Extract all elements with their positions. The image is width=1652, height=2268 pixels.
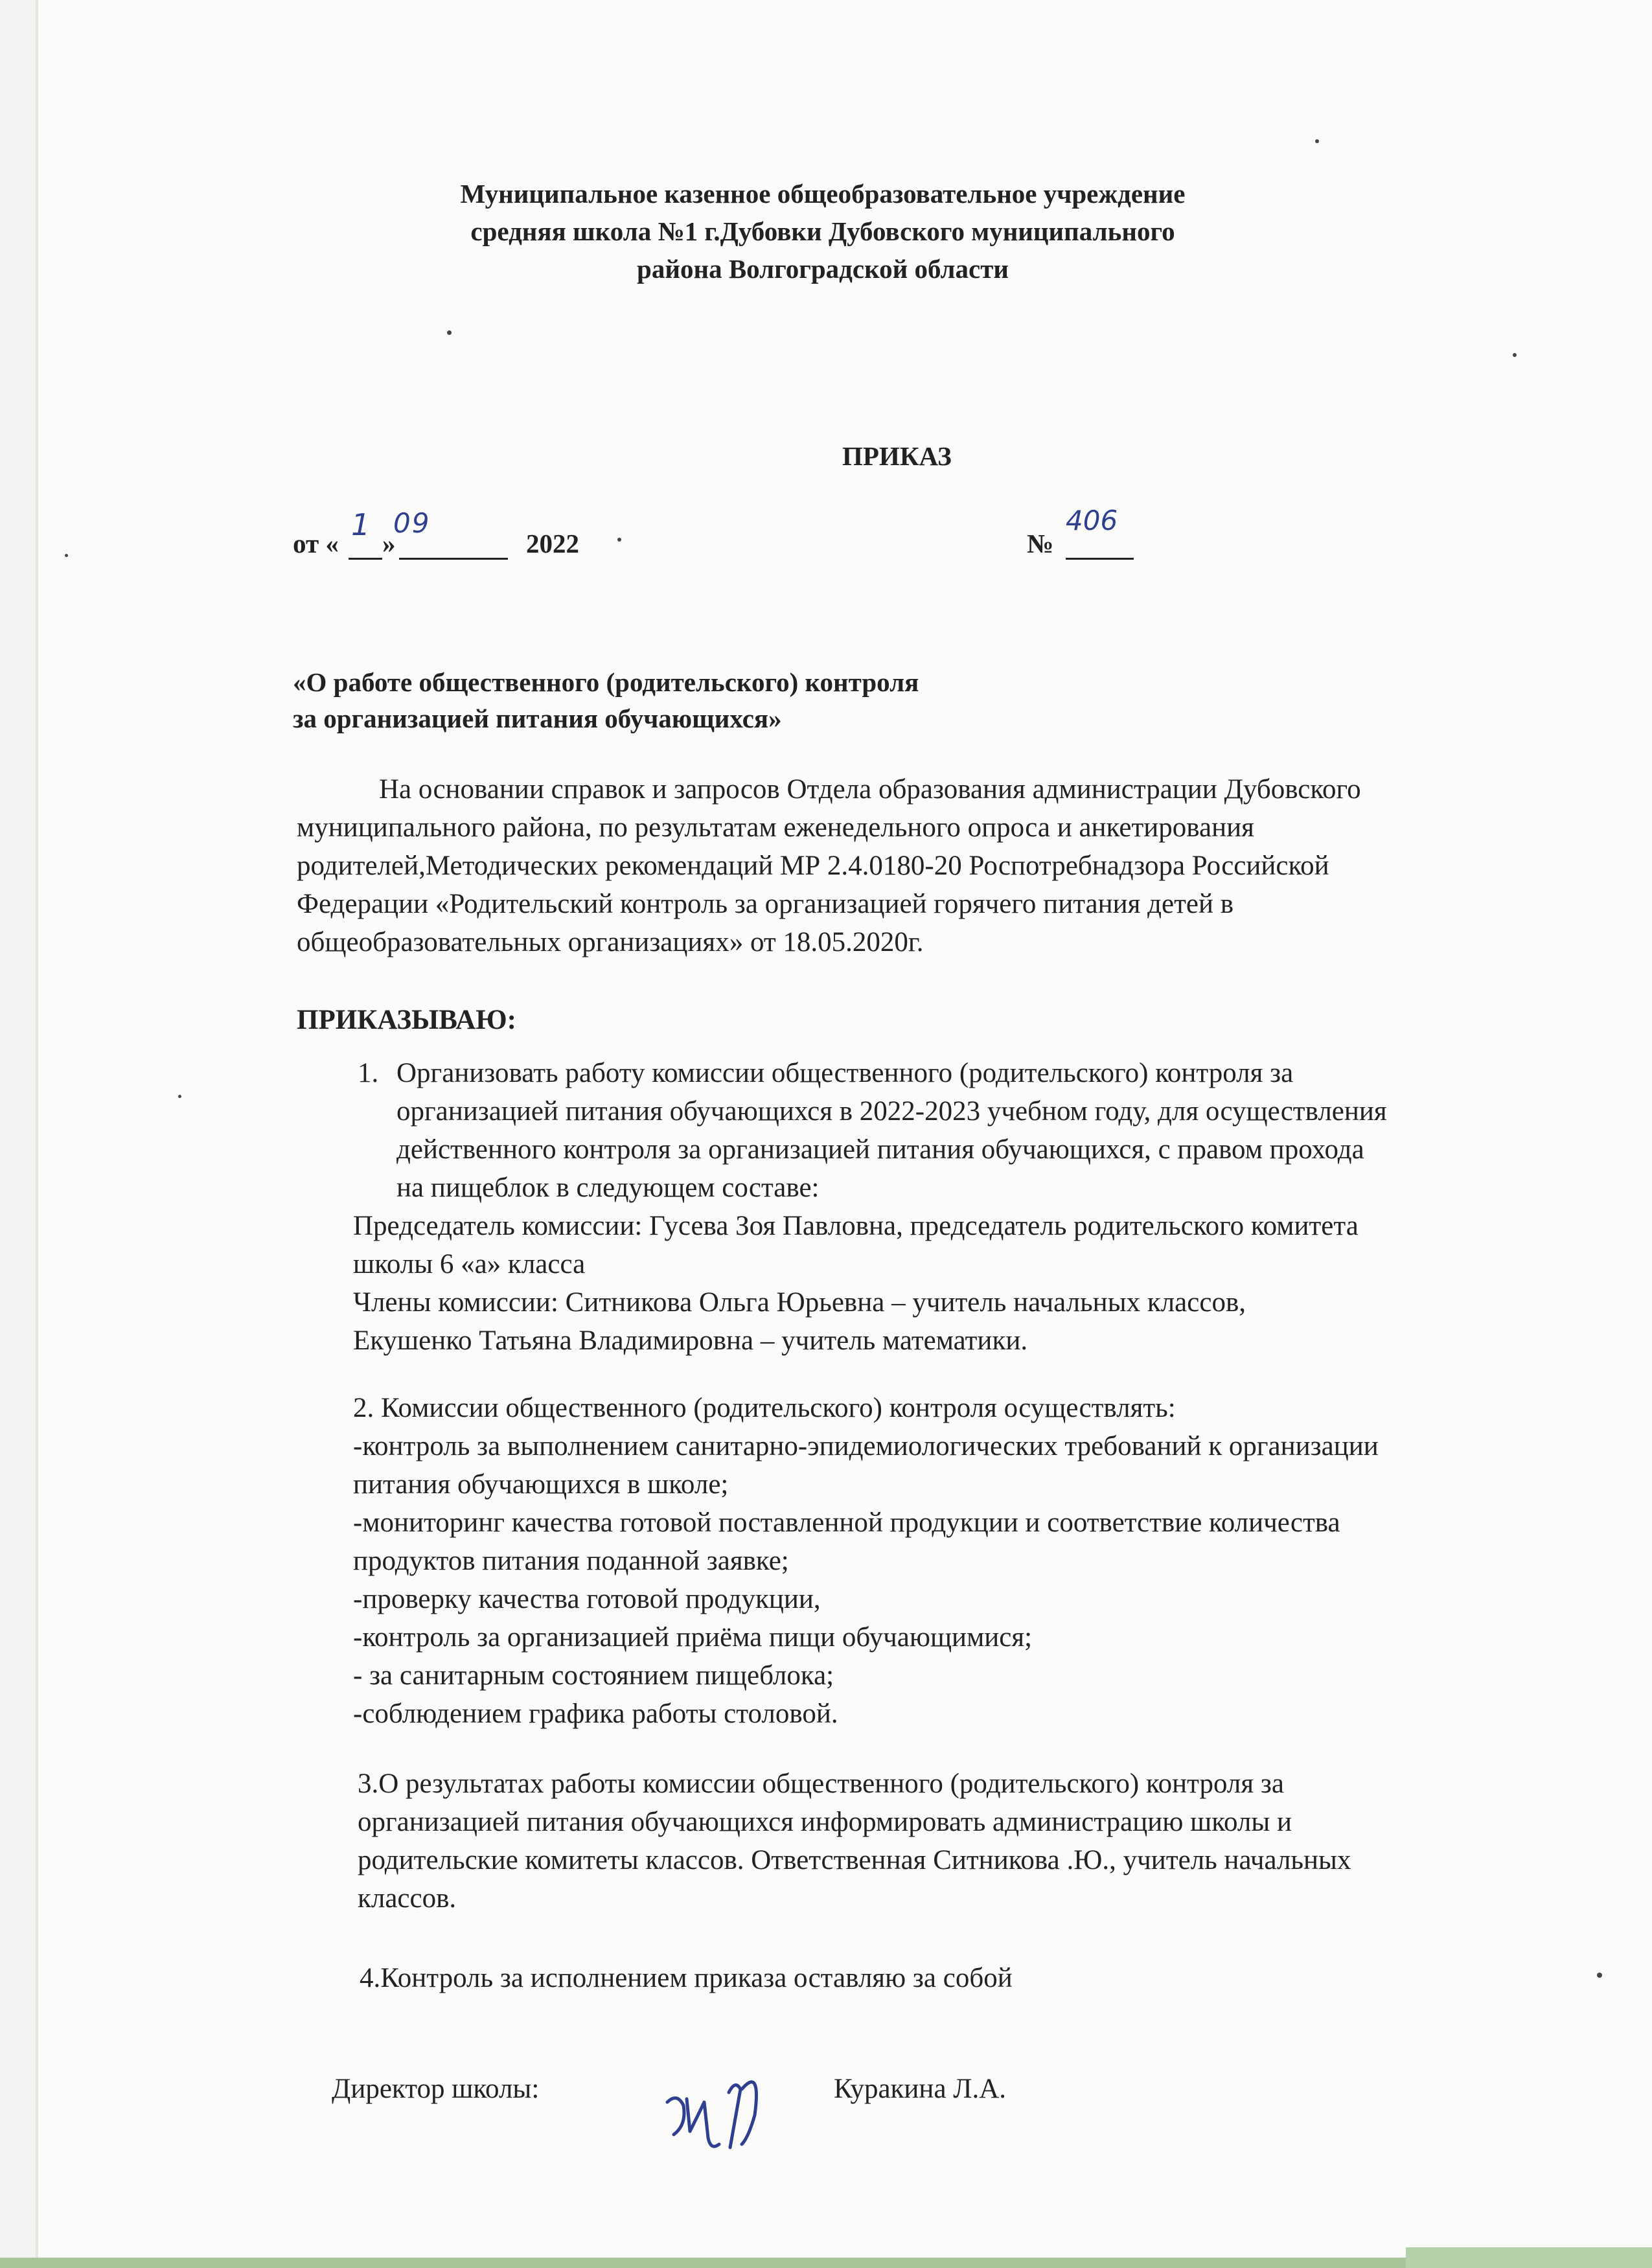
header-line-2: средняя школа №1 г.Дубовки Дубовского муниципального — [470, 216, 1175, 246]
item2-line: продуктов питания поданной заявке; — [353, 1546, 789, 1576]
item2-line: -мониторинг качества готовой поставленной продукции и соответствие количества — [353, 1507, 1340, 1538]
item1-line: Организовать работу комиссии общественного (родительского) контроля за — [396, 1058, 1294, 1088]
date-month-handwritten: 09 — [393, 507, 431, 539]
scan-speck — [65, 554, 68, 557]
date-prefix: от « — [293, 529, 339, 558]
signature-position: Директор школы: — [332, 2074, 540, 2104]
preamble-line: муниципального района, по результатам еженедельного опроса и анкетирования — [297, 812, 1254, 843]
scan-speck — [1315, 139, 1319, 143]
item2-line: 2. Комиссии общественного (родительского) контроля осуществлять: — [353, 1393, 1176, 1423]
scan-edge-shadow — [36, 0, 38, 2268]
item2-line: -контроль за выполнением санитарно-эпидемиологических требований к организации — [353, 1431, 1379, 1461]
scan-speck — [1513, 353, 1517, 357]
date-day-underline — [349, 558, 382, 560]
scan-bottom-right-edge — [1406, 2247, 1652, 2268]
scan-left-margin — [0, 0, 36, 2268]
item3-line: родительские комитеты классов. Ответственная Ситникова .Ю., учитель начальных — [358, 1845, 1351, 1875]
order-number — [1027, 505, 1118, 559]
subject-line-2: за организацией питания обучающихся» — [293, 704, 782, 733]
scan-speck — [617, 538, 621, 542]
committee-line: школы 6 «а» класса — [353, 1249, 586, 1279]
committee-line: Члены комиссии: Ситникова Ольга Юрьевна – учитель начальных классов, — [353, 1287, 1246, 1318]
date-year: 2022 — [526, 529, 579, 558]
committee-line: Екушенко Татьяна Владимировна – учитель математики. — [353, 1325, 1028, 1356]
item1-line: организацией питания обучающихся в 2022-2023 учебном году, для осуществления — [396, 1096, 1387, 1127]
subject-line-1: «О работе общественного (родительского) контроля — [293, 667, 919, 697]
order-number-underline — [1066, 558, 1134, 560]
order-subject — [293, 664, 919, 737]
date-day-handwritten: 1 — [351, 507, 371, 542]
signer-name: Куракина Л.А. — [834, 2074, 1006, 2104]
item3-line: 3.О результатах работы комиссии общественного (родительского) контроля за — [358, 1769, 1284, 1799]
scan-bottom-edge — [0, 2258, 1652, 2268]
item2-line: -соблюдением графика работы столовой. — [353, 1699, 838, 1729]
item2-line: питания обучающихся в школе; — [353, 1469, 729, 1500]
item4-line: 4.Контроль за исполнением приказа оставляю за собой — [360, 1963, 1013, 1993]
item1-number: 1. — [358, 1058, 379, 1088]
handwritten-signature — [658, 2054, 787, 2157]
preamble-line: общеобразовательных организациях» от 18.05.2020г. — [297, 927, 924, 957]
item2-line: -проверку качества готовой продукции, — [353, 1584, 821, 1614]
order-word: ПРИКАЗЫВАЮ: — [297, 1005, 517, 1035]
scan-speck — [178, 1095, 181, 1098]
document-title: ПРИКАЗ — [842, 441, 952, 471]
order-number-label: № — [1027, 529, 1054, 558]
item3-line: классов. — [358, 1883, 457, 1914]
item3-line: организацией питания обучающихся информировать администрацию школы и — [358, 1807, 1292, 1837]
date-month-underline — [399, 558, 508, 560]
institution-header — [389, 175, 1257, 288]
order-date — [293, 507, 579, 559]
preamble-line: Федерации «Родительский контроль за организацией горячего питания детей в — [297, 889, 1234, 919]
order-number-handwritten: 406 — [1066, 505, 1118, 536]
item2-line: - за санитарным состоянием пищеблока; — [353, 1660, 834, 1691]
date-quote-close: » — [382, 529, 396, 558]
scan-speck — [447, 330, 452, 335]
scan-speck — [1597, 1973, 1602, 1978]
preamble-line: На основании справок и запросов Отдела образования администрации Дубовского — [379, 774, 1361, 805]
item1-line: на пищеблок в следующем составе: — [396, 1173, 820, 1203]
preamble-line: родителей,Методических рекомендаций МР 2.4.0180-20 Роспотребнадзора Российской — [297, 851, 1329, 881]
item1-line: действенного контроля за организацией питания обучающихся, с правом прохода — [396, 1134, 1364, 1165]
header-line-3: района Волгоградской области — [637, 254, 1009, 284]
committee-line: Председатель комиссии: Гусева Зоя Павловна, председатель родительского комитета — [353, 1211, 1359, 1241]
header-line-1: Муниципальное казенное общеобразовательное учреждение — [460, 179, 1186, 209]
item2-line: -контроль за организацией приёма пищи обучающимися; — [353, 1622, 1033, 1653]
